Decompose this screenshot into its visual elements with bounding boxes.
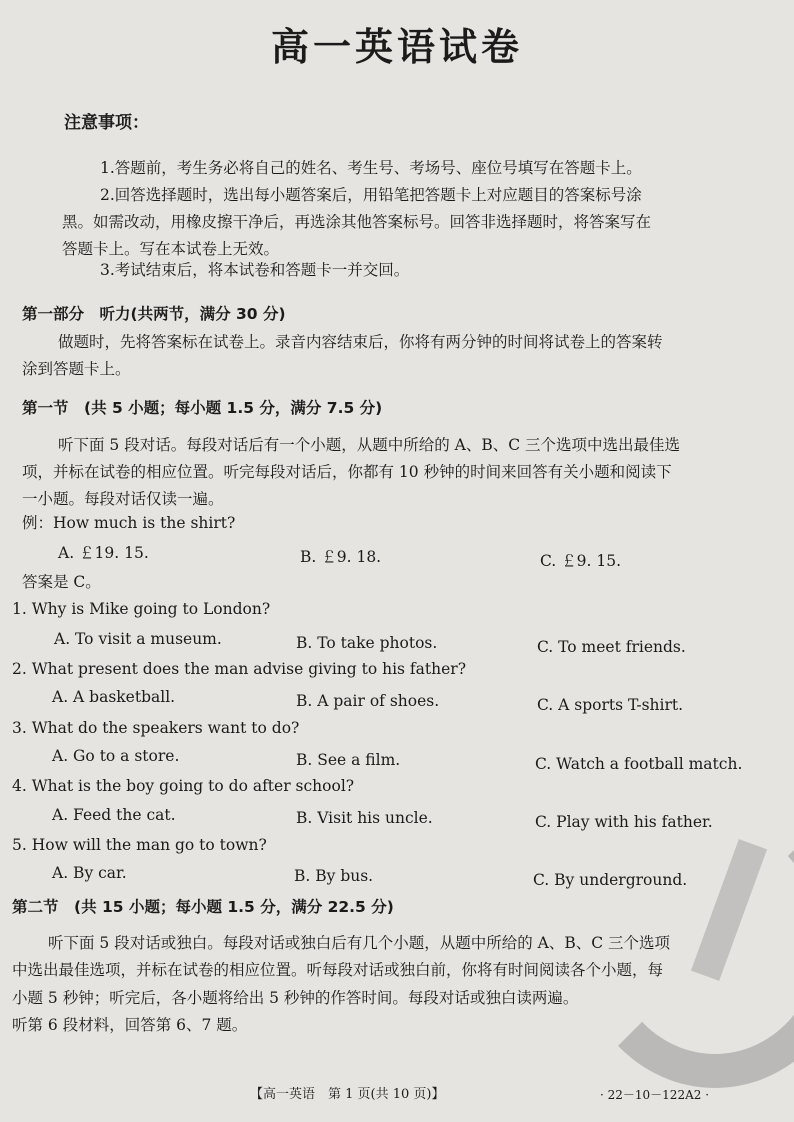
- q2-option-b: B. A pair of shoes.: [296, 692, 440, 710]
- section2-intro-3: 小题 5 秒钟；听完后，各小题将给出 5 秒钟的作答时间。每段对话或独白读两遍。: [12, 989, 579, 1007]
- part1-intro-2: 涂到答题卡上。: [22, 360, 131, 378]
- question-3: 3. What do the speakers want to do?: [12, 719, 300, 737]
- example-option-c: C. ￡9. 15.: [540, 552, 622, 570]
- notice-line-5: 3.考试结束后，将本试卷和答题卡一并交回。: [100, 261, 410, 279]
- page-footer: 【高一英语 第 1 页(共 10 页)】: [250, 1087, 445, 1102]
- section2-intro-1: 听下面 5 段对话或独白。每段对话或独白后有几个小题，从题中所给的 A、B、C 三个选项: [48, 934, 671, 952]
- q3-option-c: C. Watch a football match.: [535, 755, 743, 773]
- example-option-b: B. ￡9. 18.: [300, 548, 382, 566]
- q1-option-b: B. To take photos.: [296, 634, 438, 652]
- q4-option-a: A. Feed the cat.: [52, 806, 176, 824]
- q4-option-b: B. Visit his uncle.: [296, 809, 433, 827]
- section2-heading: 第二节 (共 15 小题；每小题 1.5 分，满分 22.5 分): [12, 898, 394, 916]
- q1-option-a: A. To visit a museum.: [54, 630, 222, 648]
- notice-line-3: 黑。如需改动，用橡皮擦干净后，再选涂其他答案标号。回答非选择题时，将答案写在: [62, 213, 652, 231]
- page-title: 高一英语试卷: [270, 25, 523, 69]
- section1-intro-2: 项，并标在试卷的相应位置。听完每段对话后，你都有 10 秒钟的时间来回答有关小题和阅读下: [22, 463, 672, 481]
- section1-heading: 第一节 (共 5 小题；每小题 1.5 分，满分 7.5 分): [22, 399, 383, 417]
- question-1: 1. Why is Mike going to London?: [12, 600, 271, 618]
- q3-option-b: B. See a film.: [296, 751, 401, 769]
- section2-material: 听第 6 段材料，回答第 6、7 题。: [12, 1016, 248, 1034]
- q4-option-c: C. Play with his father.: [535, 813, 713, 831]
- notice-heading: 注意事项：: [64, 113, 149, 133]
- notice-line-1: 1.答题前，考生务必将自己的姓名、考生号、考场号、座位号填写在答题卡上。: [100, 159, 642, 177]
- example-question: 例：How much is the shirt?: [22, 514, 236, 532]
- q1-option-c: C. To meet friends.: [537, 638, 686, 656]
- q2-option-c: C. A sports T-shirt.: [537, 696, 684, 714]
- question-2: 2. What present does the man advise giving to his father?: [12, 660, 467, 678]
- question-5: 5. How will the man go to town?: [12, 836, 267, 854]
- part1-heading: 第一部分 听力(共两节，满分 30 分): [22, 305, 286, 323]
- q2-option-a: A. A basketball.: [52, 688, 176, 706]
- section1-intro-1: 听下面 5 段对话。每段对话后有一个小题，从题中所给的 A、B、C 三个选项中选出最佳选: [58, 436, 681, 454]
- part1-intro-1: 做题时，先将答案标在试卷上。录音内容结束后，你将有两分钟的时间将试卷上的答案转: [58, 333, 663, 351]
- example-answer: 答案是 C。: [22, 573, 101, 591]
- question-4: 4. What is the boy going to do after school?: [12, 777, 355, 795]
- example-option-a: A. ￡19. 15.: [58, 544, 149, 562]
- notice-line-4: 答题卡上。写在本试卷上无效。: [62, 240, 280, 258]
- q3-option-a: A. Go to a store.: [52, 747, 180, 765]
- q5-option-b: B. By bus.: [294, 867, 374, 885]
- notice-line-2: 2.回答选择题时，选出每小题答案后，用铅笔把答题卡上对应题目的答案标号涂: [100, 186, 642, 204]
- section2-intro-2: 中选出最佳选项，并标在试卷的相应位置。听每段对话或独白前，你将有时间阅读各个小题，每: [12, 961, 664, 979]
- section1-intro-3: 一小题。每段对话仅读一遍。: [22, 490, 224, 508]
- q5-option-c: C. By underground.: [533, 871, 688, 889]
- q5-option-a: A. By car.: [52, 864, 127, 882]
- paper-code: · 22－10－122A2 ·: [600, 1088, 710, 1102]
